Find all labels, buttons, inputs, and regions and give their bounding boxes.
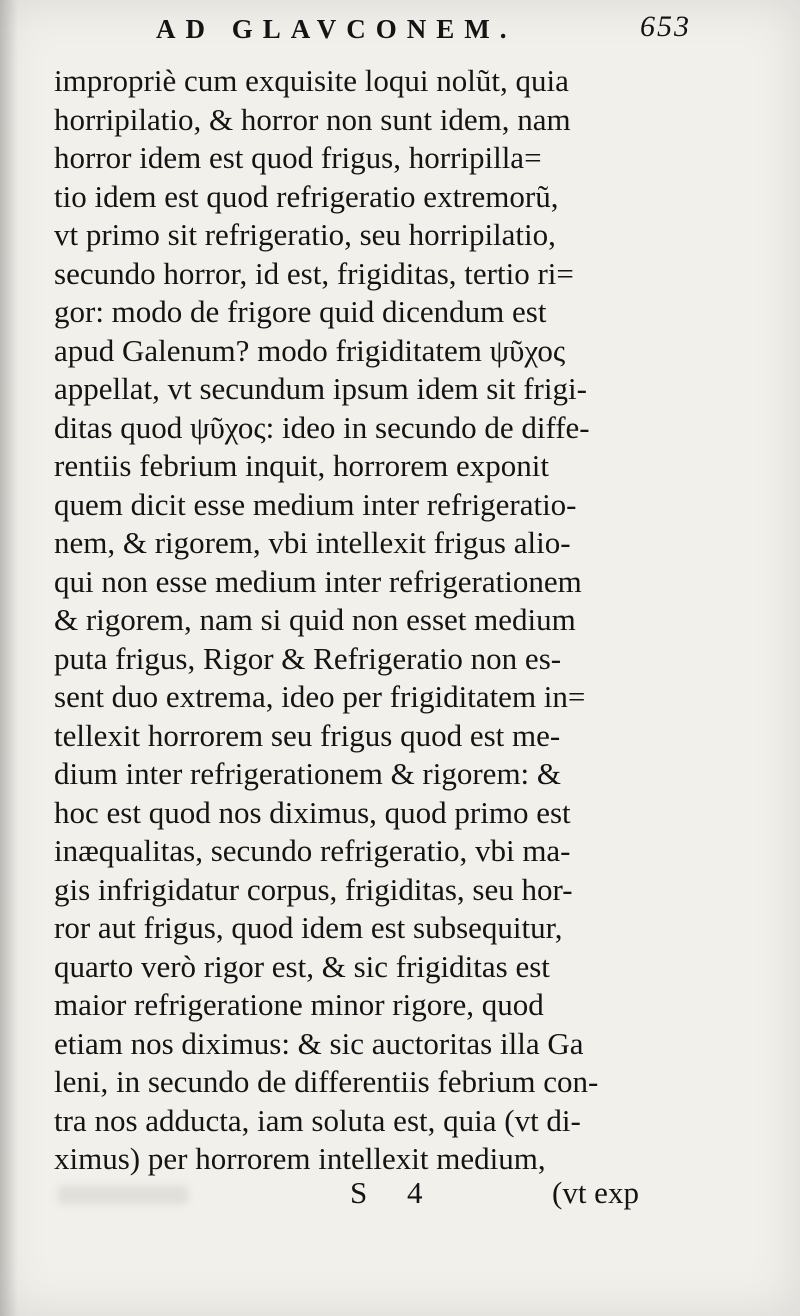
text-line: rentiis febrium inquit, horrorem exponit bbox=[54, 448, 550, 483]
text-line: quem dicit esse medium inter refrigeratio- bbox=[54, 486, 577, 522]
text-line: gis infrigidatur corpus, frigiditas, seu hor- bbox=[54, 871, 573, 907]
text-line: appellat, vt secundum ipsum idem sit frigi- bbox=[54, 371, 587, 406]
text-line: quarto verò rigor est, & sic frigiditas est bbox=[54, 948, 550, 984]
text-line: dium inter refrigerationem & rigorem: & bbox=[54, 756, 562, 791]
text-line: tellexit horrorem seu frigus quod est me- bbox=[54, 717, 561, 753]
text-line: leni, in secundo de differentiis febrium con- bbox=[54, 1064, 599, 1099]
text-line: puta frigus, Rigor & Refrigeratio non es- bbox=[54, 640, 562, 676]
text-line: nem, & rigorem, vbi intellexit frigus alio- bbox=[54, 525, 571, 560]
text-line: vt primo sit refrigeratio, seu horripilatio, bbox=[54, 217, 556, 252]
catchword: (vt exp bbox=[552, 1175, 639, 1210]
bleed-through-smudge bbox=[58, 1186, 188, 1204]
text-line: maior refrigeratione minor rigore, quod bbox=[54, 987, 544, 1022]
text-line: inæqualitas, secundo refrigeratio, vbi ma- bbox=[54, 833, 571, 868]
text-line: impropriè cum exquisite loqui nolũt, quia bbox=[54, 63, 569, 98]
text-line: tra nos adducta, iam soluta est, quia (vt di- bbox=[54, 1102, 581, 1138]
body-text bbox=[54, 62, 694, 1179]
running-head: AD GLAVCONEM. bbox=[156, 14, 517, 44]
text-line: qui non esse medium inter refrigerationem bbox=[54, 563, 582, 599]
text-line: apud Galenum? modo frigiditatem ψῦχος bbox=[54, 332, 566, 368]
page-number: 653 bbox=[640, 10, 691, 43]
text-line: sent duo extrema, ideo per frigiditatem in= bbox=[54, 679, 586, 714]
text-line: ror aut frigus, quod idem est subsequitur, bbox=[54, 910, 563, 945]
text-line: & rigorem, nam si quid non esset medium bbox=[54, 602, 576, 637]
signature-mark: S 4 bbox=[350, 1175, 439, 1210]
text-line: tio idem est quod refrigeratio extremorũ, bbox=[54, 178, 559, 214]
text-line: gor: modo de frigore quid dicendum est bbox=[54, 294, 547, 329]
text-line: secundo horror, id est, frigiditas, tertio ri= bbox=[54, 255, 574, 291]
text-line: ximus) per horrorem intellexit medium, bbox=[54, 1141, 546, 1176]
text-line: horripilatio, & horror non sunt idem, nam bbox=[54, 101, 571, 137]
text-line: etiam nos diximus: & sic auctoritas illa Ga bbox=[54, 1025, 584, 1061]
text-line: horror idem est quod frigus, horripilla= bbox=[54, 140, 542, 175]
text-line: hoc est quod nos diximus, quod primo est bbox=[54, 794, 571, 830]
text-line: ditas quod ψῦχος: ideo in secundo de diffe- bbox=[54, 409, 590, 445]
